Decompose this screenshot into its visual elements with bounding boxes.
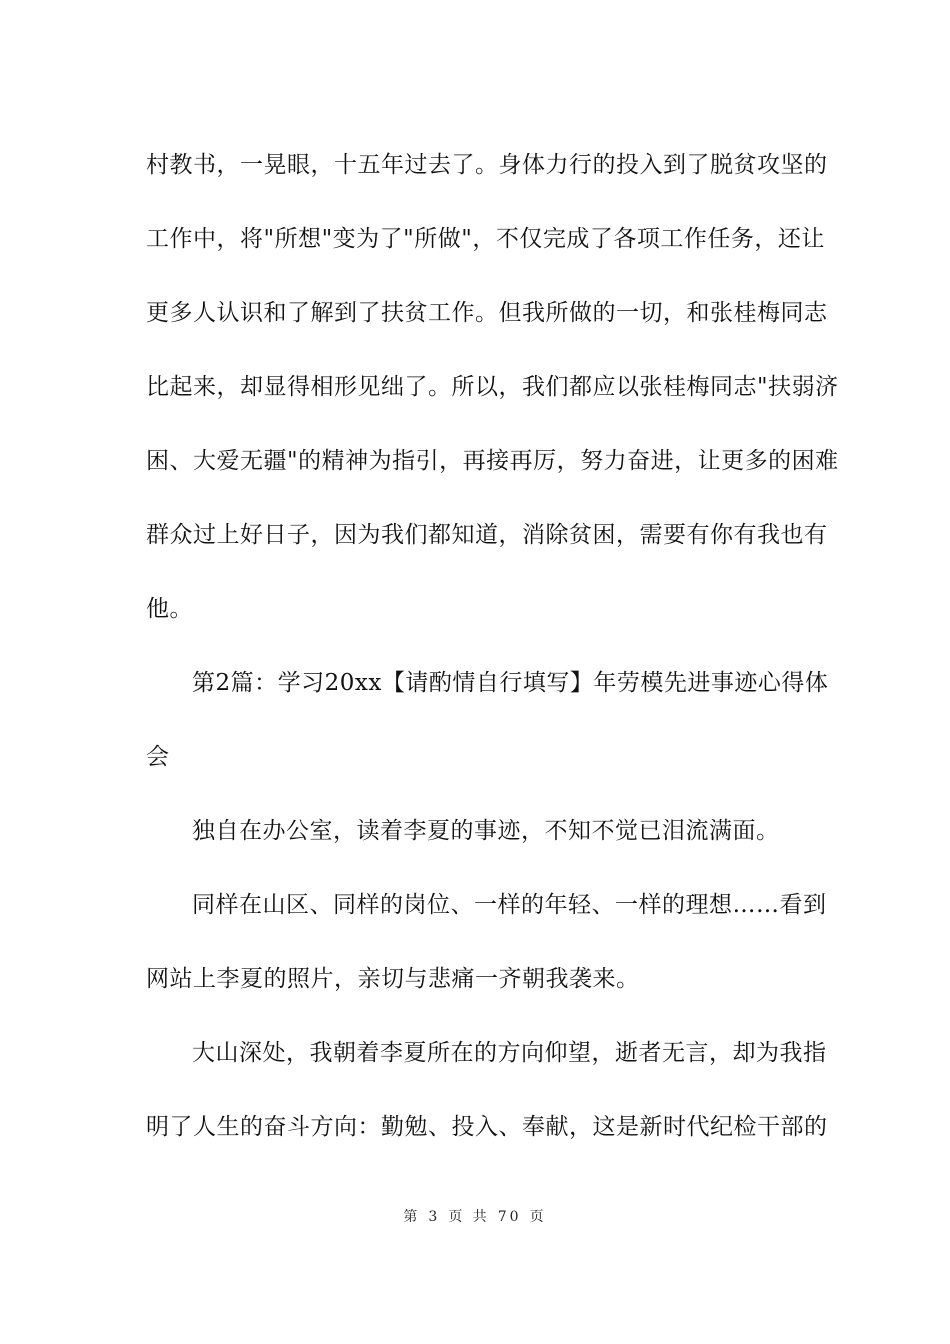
text-line-1: 村教书，一晃眼，十五年过去了。身体力行的投入到了脱贫攻坚的 [146, 152, 828, 178]
text-line-6: 群众过上好日子，因为我们都知道，消除贫困，需要有你有我也有 [146, 522, 828, 548]
text-line-13: 大山深处，我朝着李夏所在的方向仰望，逝者无言，却为我指 [192, 1040, 827, 1066]
footer-middle: 页 共 [448, 1209, 490, 1225]
text-line-3: 更多人认识和了解到了扶贫工作。但我所做的一切，和张桂梅同志 [146, 300, 828, 326]
text-line-11: 同样在山区、同样的岗位、一样的年轻、一样的理想……看到 [192, 892, 827, 918]
footer-total-pages: 70 [497, 1209, 522, 1225]
text-line-5: 困、大爱无疆"的精神为指引，再接再厉，努力奋进，让更多的困难 [146, 448, 839, 474]
text-line-12: 网站上李夏的照片，亲切与悲痛一齐朝我袭来。 [146, 966, 640, 992]
page-footer [0, 1206, 950, 1226]
body-text [146, 128, 839, 1164]
text-line-2: 工作中，将"所想"变为了"所做"，不仅完成了各项工作任务，还让 [146, 226, 825, 252]
text-line-7: 他。 [146, 596, 193, 622]
text-line-4: 比起来，却显得相形见绌了。所以，我们都应以张桂梅同志"扶弱济 [146, 374, 839, 400]
section-heading-line-2: 会 [146, 744, 170, 770]
text-line-14: 明了人生的奋斗方向：勤勉、投入、奉献，这是新时代纪检干部的 [146, 1114, 828, 1140]
footer-prefix: 第 [403, 1209, 421, 1225]
footer-current-page: 3 [428, 1209, 441, 1225]
footer-suffix: 页 [529, 1209, 547, 1225]
text-line-10: 独自在办公室，读着李夏的事迹，不知不觉已泪流满面。 [192, 818, 780, 844]
section-heading-line-1: 第2篇：学习20xx【请酌情自行填写】年劳模先进事迹心得体 [192, 670, 829, 696]
